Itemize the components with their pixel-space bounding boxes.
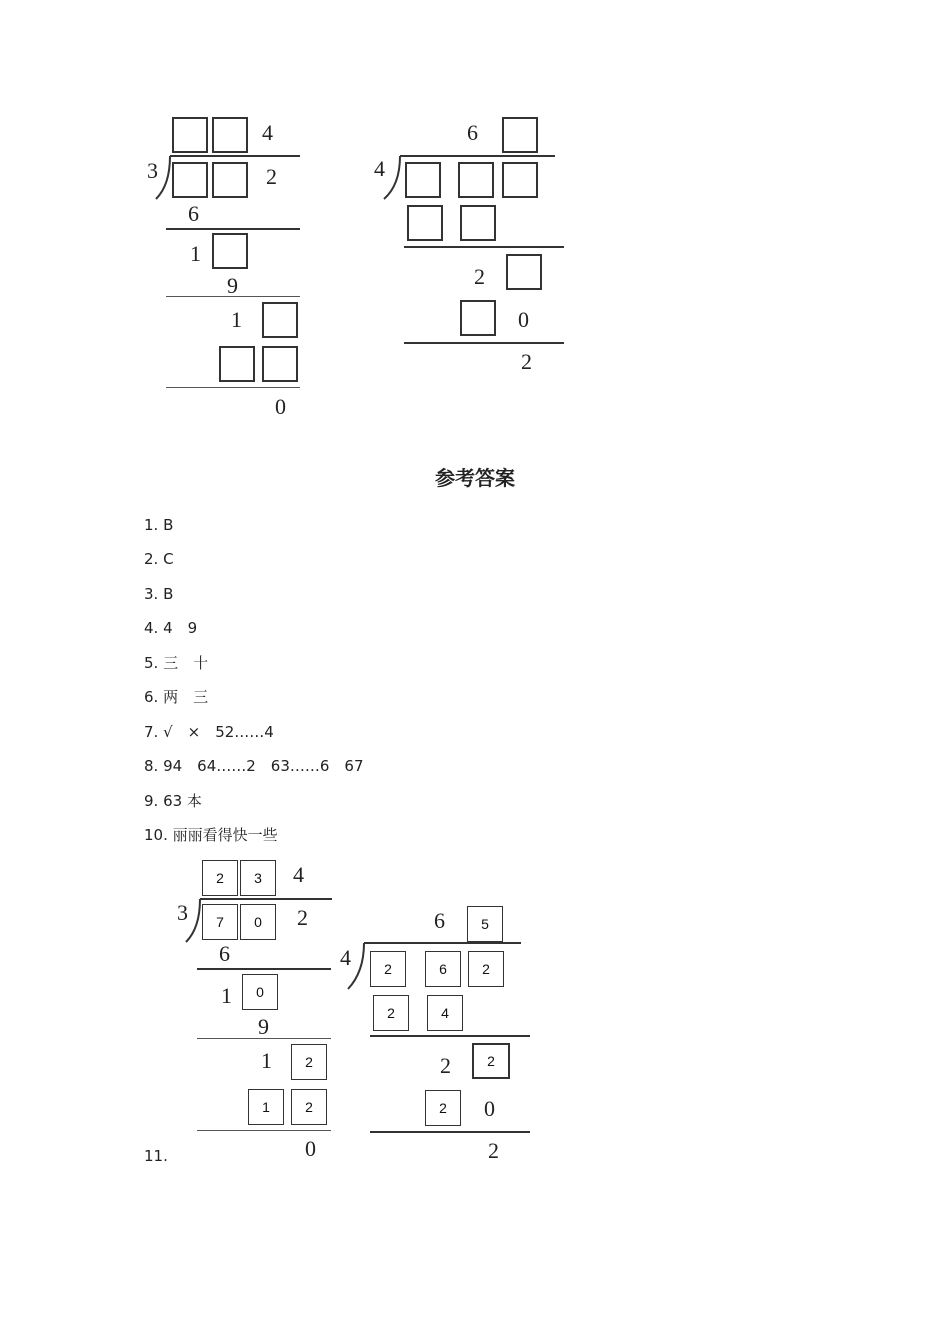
quotient-answer-box: 2 xyxy=(202,860,238,896)
subtraction-blank-box[interactable] xyxy=(460,300,496,336)
answer-item: 5. 三 十 xyxy=(144,654,209,672)
subtraction-digit: 9 xyxy=(227,273,238,298)
subtraction-line xyxy=(197,968,331,970)
subtraction-blank-box[interactable] xyxy=(407,205,443,241)
final-remainder: 0 xyxy=(275,394,286,419)
remainder-digit: 1 xyxy=(190,241,201,266)
dividend-blank-box[interactable] xyxy=(502,162,538,198)
answer-item: 1. B xyxy=(144,516,174,534)
dividend-digit: 2 xyxy=(266,164,277,189)
remainder-blank-box[interactable] xyxy=(262,302,298,338)
final-remainder: 2 xyxy=(488,1138,499,1163)
subtraction-line xyxy=(370,1035,530,1037)
quotient-digit: 4 xyxy=(262,120,273,145)
subtraction-answer-box: 2 xyxy=(425,1090,461,1126)
remainder-answer-box: 0 xyxy=(242,974,278,1010)
quotient-digit: 6 xyxy=(467,120,478,145)
subtraction-line xyxy=(404,246,564,248)
dividend-answer-box: 2 xyxy=(370,951,406,987)
subtraction-answer-box: 1 xyxy=(248,1089,284,1125)
remainder-answer-box: 2 xyxy=(291,1044,327,1080)
remainder-digit: 1 xyxy=(221,983,232,1008)
subtraction-line xyxy=(166,296,300,297)
remainder-digit: 2 xyxy=(474,264,485,289)
divisor: 3 xyxy=(177,900,188,925)
answer-item: 11. xyxy=(144,1147,168,1165)
remainder-digit: 2 xyxy=(440,1053,451,1078)
subtraction-answer-box: 4 xyxy=(427,995,463,1031)
subtraction-digit: 0 xyxy=(484,1096,495,1121)
quotient-digit: 6 xyxy=(434,908,445,933)
subtraction-digit: 0 xyxy=(518,307,529,332)
remainder-digit: 1 xyxy=(231,307,242,332)
answer-item: 9. 63 本 xyxy=(144,792,202,810)
dividend-answer-box: 0 xyxy=(240,904,276,940)
subtraction-answer-box: 2 xyxy=(291,1089,327,1125)
subtraction-digit: 6 xyxy=(219,941,230,966)
subtraction-blank-box[interactable] xyxy=(262,346,298,382)
subtraction-digit: 9 xyxy=(258,1014,269,1039)
answer-item: 2. C xyxy=(144,550,174,568)
subtraction-line xyxy=(404,342,564,344)
answer-item: 4. 4 9 xyxy=(144,619,198,637)
dividend-digit: 2 xyxy=(297,905,308,930)
dividend-answer-box: 2 xyxy=(468,951,504,987)
subtraction-digit: 6 xyxy=(188,201,199,226)
dividend-answer-box: 7 xyxy=(202,904,238,940)
subtraction-line xyxy=(197,1038,331,1039)
remainder-answer-box: 2 xyxy=(472,1043,510,1079)
final-remainder: 0 xyxy=(305,1136,316,1161)
subtraction-answer-box: 2 xyxy=(373,995,409,1031)
quotient-blank-box[interactable] xyxy=(212,117,248,153)
answer-item: 8. 94 64……2 63……6 67 xyxy=(144,757,364,775)
section-title: 参考答案 xyxy=(435,466,515,490)
dividend-blank-box[interactable] xyxy=(172,162,208,198)
quotient-blank-box[interactable] xyxy=(502,117,538,153)
subtraction-line xyxy=(370,1131,530,1133)
dividend-blank-box[interactable] xyxy=(458,162,494,198)
subtraction-line xyxy=(166,387,300,388)
subtraction-blank-box[interactable] xyxy=(460,205,496,241)
answer-item: 7. √ × 52……4 xyxy=(144,723,274,741)
quotient-answer-box: 5 xyxy=(467,906,503,942)
quotient-answer-box: 3 xyxy=(240,860,276,896)
divisor: 4 xyxy=(340,945,351,970)
answer-item: 10. 丽丽看得快一些 xyxy=(144,826,278,844)
dividend-answer-box: 6 xyxy=(425,951,461,987)
quotient-blank-box[interactable] xyxy=(172,117,208,153)
divisor: 3 xyxy=(147,158,158,183)
remainder-blank-box[interactable] xyxy=(212,233,248,269)
subtraction-line xyxy=(197,1130,331,1131)
answer-item: 6. 两 三 xyxy=(144,688,209,706)
subtraction-blank-box[interactable] xyxy=(219,346,255,382)
subtraction-line xyxy=(166,228,300,230)
remainder-digit: 1 xyxy=(261,1048,272,1073)
answer-item: 3. B xyxy=(144,585,174,603)
dividend-blank-box[interactable] xyxy=(212,162,248,198)
dividend-blank-box[interactable] xyxy=(405,162,441,198)
divisor: 4 xyxy=(374,156,385,181)
remainder-blank-box[interactable] xyxy=(506,254,542,290)
final-remainder: 2 xyxy=(521,349,532,374)
quotient-digit: 4 xyxy=(293,862,304,887)
